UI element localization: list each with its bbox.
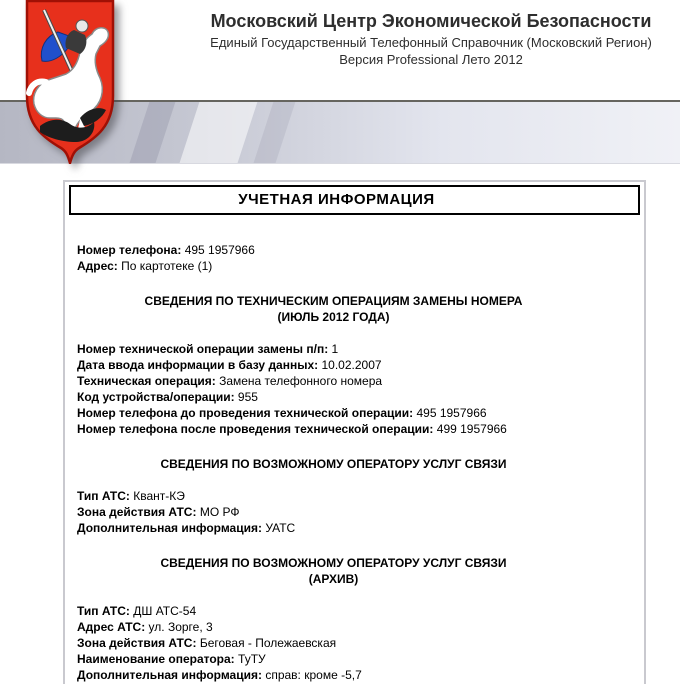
field-row <box>77 667 590 683</box>
section-heading-line: СВЕДЕНИЯ ПО ВОЗМОЖНОМУ ОПЕРАТОРУ УСЛУГ СВЯЗИ <box>160 457 507 471</box>
document-title-box <box>69 185 640 215</box>
section-number-change <box>77 293 590 437</box>
field-label: Зона действия АТС: <box>77 505 197 519</box>
document-title: УЧЕТНАЯ ИНФОРМАЦИЯ <box>238 191 435 208</box>
field-row <box>77 651 590 667</box>
field-row <box>77 357 590 373</box>
section-heading-line: (АРХИВ) <box>308 572 359 586</box>
field-value: 499 1957966 <box>436 422 507 436</box>
field-value: Замена телефонного номера <box>219 374 383 388</box>
field-row <box>77 603 590 619</box>
section-heading <box>77 456 590 472</box>
field-label: Номер телефона до проведения технической операции: <box>77 406 414 420</box>
field-label: Тип АТС: <box>77 489 130 503</box>
field-label: Номер телефона: <box>77 243 182 257</box>
field-value: 495 1957966 <box>416 406 487 420</box>
field-value: По картотеке (1) <box>121 259 213 273</box>
field-value: ТуТУ <box>238 652 266 666</box>
field-row <box>77 373 590 389</box>
section-heading <box>77 293 590 325</box>
band-streak <box>123 100 178 164</box>
band-streak <box>247 100 298 164</box>
field-value: Квант-КЭ <box>133 489 185 503</box>
section-heading-line: СВЕДЕНИЯ ПО ВОЗМОЖНОМУ ОПЕРАТОРУ УСЛУГ СВЯЗИ <box>160 556 507 570</box>
app-version: Версия Professional Лето 2012 <box>339 52 523 67</box>
field-label: Зона действия АТС: <box>77 636 197 650</box>
field-value: 955 <box>237 390 258 404</box>
field-row <box>77 258 590 274</box>
field-row <box>77 405 590 421</box>
band-streak <box>173 100 260 164</box>
field-row <box>77 488 590 504</box>
section-heading <box>77 555 590 587</box>
section-heading-line: СВЕДЕНИЯ ПО ТЕХНИЧЕСКИМ ОПЕРАЦИЯМ ЗАМЕНЫ НОМЕРА <box>144 294 523 308</box>
field-row <box>77 504 590 520</box>
field-row <box>77 421 590 437</box>
field-row <box>77 520 590 536</box>
app-subtitle: Единый Государственный Телефонный Справочник (Московский Регион) <box>210 35 652 50</box>
field-label: Адрес: <box>77 259 118 273</box>
field-row <box>77 389 590 405</box>
section-operator <box>77 456 590 536</box>
section-heading-line: (ИЮЛЬ 2012 ГОДА) <box>277 310 390 324</box>
moscow-coat-of-arms-icon <box>22 0 118 164</box>
section-general <box>77 242 590 274</box>
field-label: Номер технической операции замены п/п: <box>77 342 329 356</box>
field-value: ДШ АТС-54 <box>133 604 197 618</box>
field-label: Дополнительная информация: <box>77 521 262 535</box>
field-label: Дата ввода информации в базу данных: <box>77 358 319 372</box>
app-header <box>182 8 680 68</box>
field-value: Беговая - Полежаевская <box>199 636 337 650</box>
field-label: Техническая операция: <box>77 374 216 388</box>
field-label: Номер телефона после проведения технической операции: <box>77 422 434 436</box>
field-value: 1 <box>331 342 339 356</box>
field-label: Тип АТС: <box>77 604 130 618</box>
field-value: 10.02.2007 <box>321 358 382 372</box>
field-value: МО РФ <box>199 505 240 519</box>
field-row <box>77 619 590 635</box>
section-operator-archive <box>77 555 590 683</box>
field-value: 495 1957966 <box>184 243 255 257</box>
field-value: УАТС <box>265 521 296 535</box>
app-title: Московский Центр Экономической Безопасности <box>210 11 652 31</box>
field-row <box>77 341 590 357</box>
field-row <box>77 635 590 651</box>
record-card <box>63 180 646 684</box>
field-value: справ: кроме -5,7 <box>265 668 362 682</box>
field-label: Наименование оператора: <box>77 652 235 666</box>
field-row <box>77 242 590 258</box>
field-label: Адрес АТС: <box>77 620 146 634</box>
document-body <box>65 215 644 684</box>
field-label: Дополнительная информация: <box>77 668 262 682</box>
field-label: Код устройства/операции: <box>77 390 235 404</box>
field-value: ул. Зорге, 3 <box>148 620 213 634</box>
